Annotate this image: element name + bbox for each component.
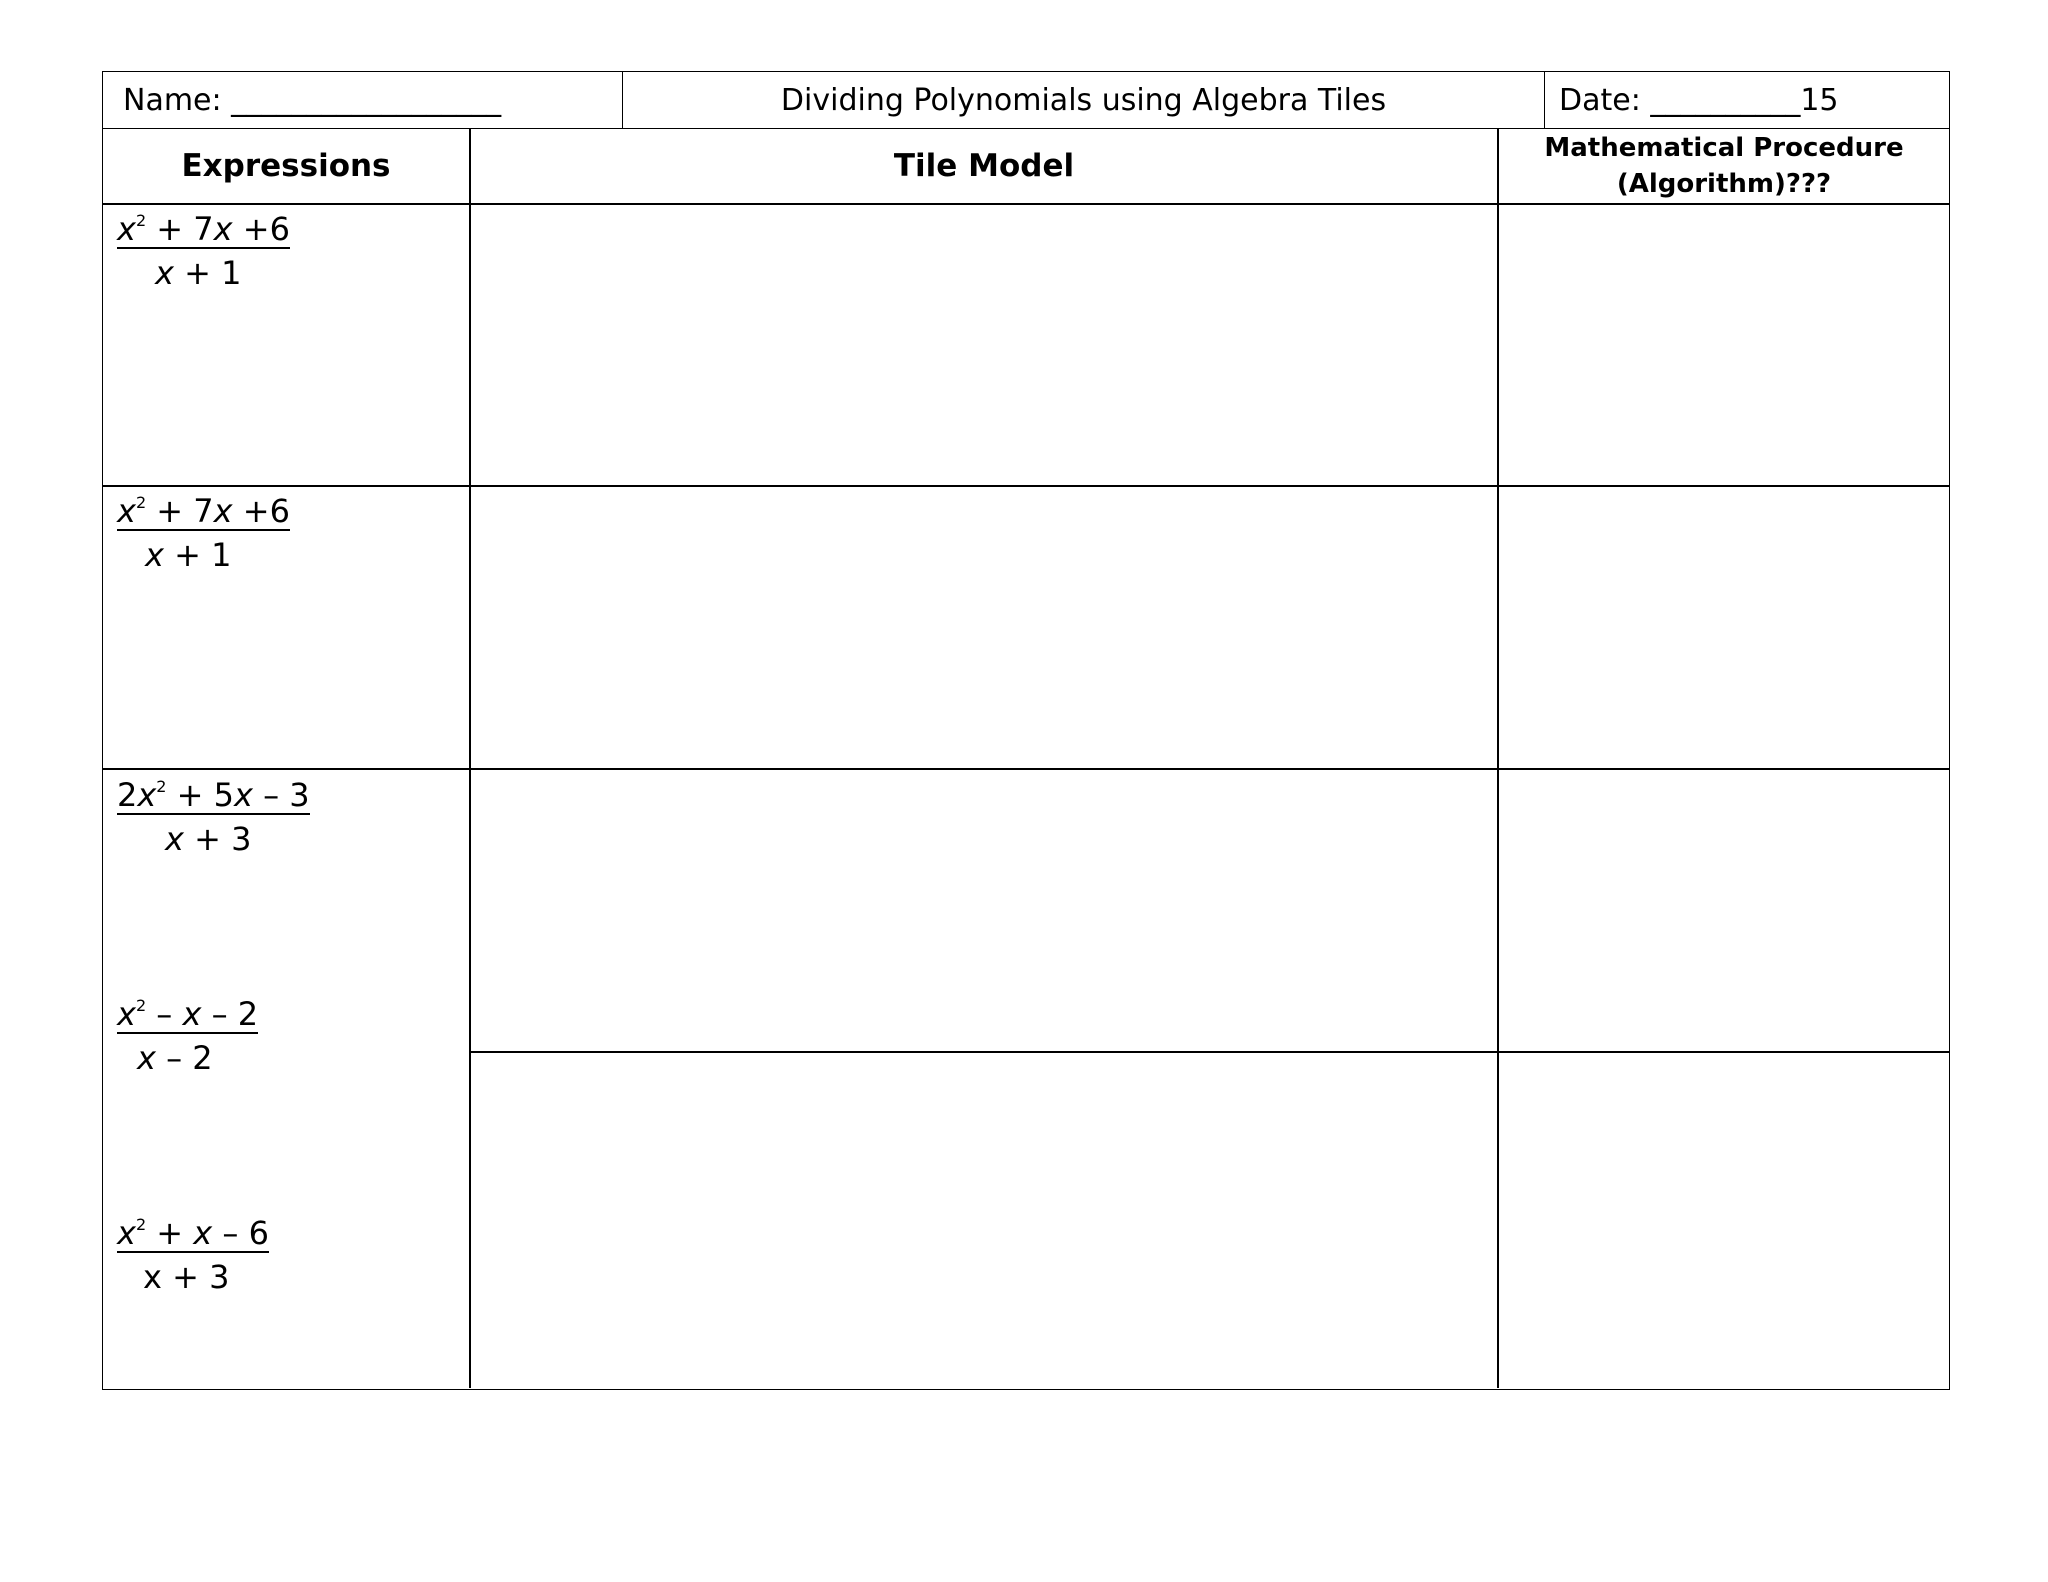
expression-1-denominator: x + 1	[155, 254, 242, 292]
tile-model-cell-3	[471, 770, 1497, 1051]
tile-model-header: Tile Model	[893, 148, 1075, 184]
tile-model-cell-4	[471, 1053, 1497, 1388]
expression-2-numerator: $x^2 + 7x +6$	[117, 492, 290, 530]
expression-4-denominator: x – 2	[137, 1039, 213, 1077]
date-field: Date: __________15	[1559, 82, 1839, 118]
worksheet	[102, 71, 1950, 1390]
expression-4-numerator: $x^2$ – x – 2	[117, 995, 259, 1033]
procedure-header-line1: Mathematical Procedure	[1544, 133, 1904, 163]
procedure-header	[1499, 129, 1949, 203]
tile-model-cell-1	[471, 205, 1497, 485]
expression-2-denominator: x + 1	[145, 536, 232, 574]
expression-1	[117, 210, 290, 292]
procedure-cell-4	[1499, 1053, 1949, 1388]
expressions-header: Expressions	[181, 147, 391, 184]
header-row	[102, 71, 1950, 129]
expression-3-numerator: $2x^2 + 5x - 3$	[117, 776, 310, 814]
expression-3	[117, 776, 310, 858]
procedure-cell-3	[1499, 770, 1949, 1051]
name-field: Name: __________________	[103, 72, 623, 128]
procedure-cell-1	[1499, 205, 1949, 485]
worksheet-table	[102, 129, 1950, 1390]
expression-5-denominator: x + 3	[143, 1258, 230, 1296]
expression-5	[117, 1214, 269, 1296]
procedure-cell-2	[1499, 487, 1949, 768]
tile-model-cell-2	[471, 487, 1497, 768]
expression-5-numerator: $x^2 + x - 6$	[117, 1214, 269, 1252]
worksheet-title: Dividing Polynomials using Algebra Tiles	[623, 72, 1545, 128]
expression-2	[117, 492, 290, 574]
expression-1-numerator: $x^2 + 7x +6$	[117, 210, 290, 248]
procedure-header-line2: (Algorithm)???	[1616, 169, 1832, 199]
expression-4	[117, 995, 259, 1077]
expression-3-denominator: x + 3	[165, 820, 252, 858]
